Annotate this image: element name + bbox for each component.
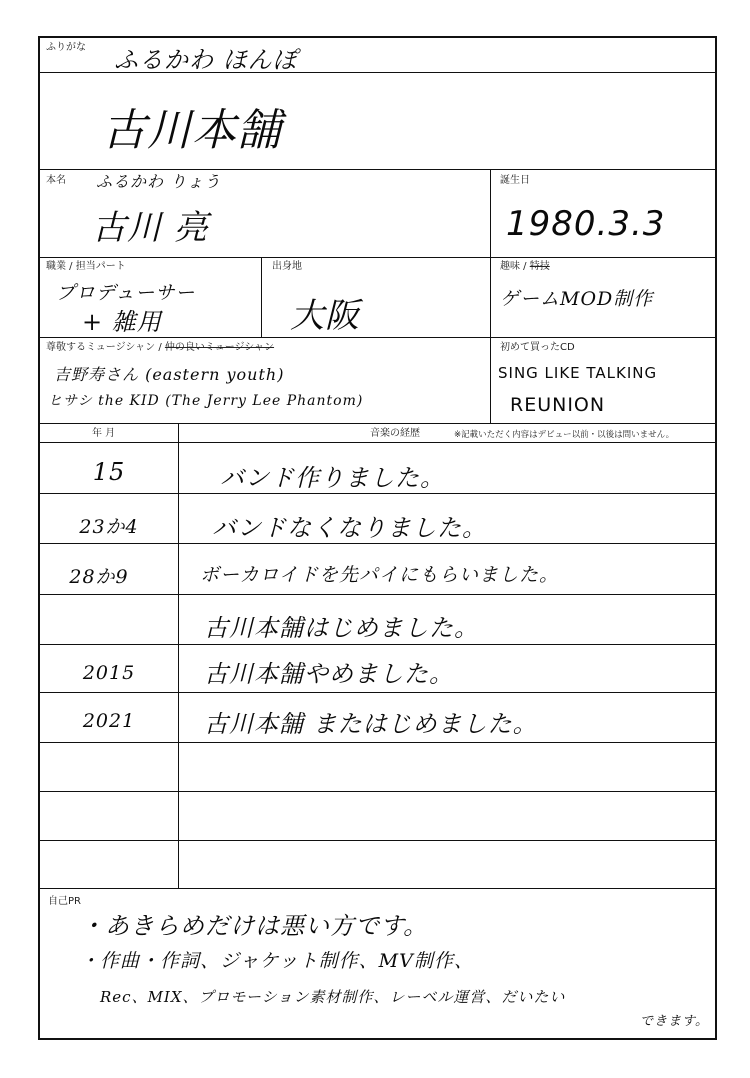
profile-form-sheet bbox=[38, 36, 717, 1040]
first-cd-line2: REUNION bbox=[510, 394, 606, 416]
hobby-label-main: 趣味 / bbox=[500, 261, 530, 272]
divider bbox=[490, 257, 491, 337]
hobby-label-struck: 特技 bbox=[529, 261, 550, 272]
occupation-value-line1: プロデューサー bbox=[56, 282, 196, 304]
self-pr-line2: ・作曲・作詞、ジャケット制作、MV制作、 bbox=[80, 950, 474, 972]
divider bbox=[40, 493, 715, 494]
history-note: ※記載いただく内容はデビュー以前・以後は問いません。 bbox=[454, 430, 675, 440]
divider bbox=[490, 337, 491, 423]
history-year: 2021 bbox=[82, 710, 136, 732]
real-name-label: 本名 bbox=[46, 175, 66, 186]
self-pr-line4: できます。 bbox=[640, 1014, 709, 1029]
history-entry: 古川本舗 またはじめました。 bbox=[204, 710, 538, 738]
birthday-label: 誕生日 bbox=[500, 175, 530, 186]
history-label: 音楽の経歴 bbox=[370, 428, 420, 439]
history-entry: バンド作りました。 bbox=[220, 464, 445, 492]
first-cd-line1: SING LIKE TALKING bbox=[498, 364, 658, 382]
divider bbox=[40, 543, 715, 544]
hometown-value: 大阪 bbox=[290, 296, 360, 336]
history-year: 28か9 bbox=[69, 566, 129, 588]
first-cd-label: 初めて買ったCD bbox=[500, 342, 575, 353]
respected-label-struck: 仲の良いミュージシャン bbox=[164, 342, 275, 353]
divider bbox=[40, 644, 715, 645]
respected-musician-line1: 吉野寿さん (eastern youth) bbox=[54, 365, 285, 384]
respected-musician-line2: ヒサシ the KID (The Jerry Lee Phantom) bbox=[48, 393, 364, 409]
divider bbox=[40, 840, 715, 841]
divider bbox=[40, 337, 715, 338]
divider bbox=[40, 594, 715, 595]
divider bbox=[40, 888, 715, 889]
furigana-label: ふりがな bbox=[46, 42, 86, 53]
history-year: 2015 bbox=[82, 662, 136, 684]
real-name-value: 古川 亮 bbox=[92, 208, 209, 248]
history-entry: 古川本舗はじめました。 bbox=[204, 614, 479, 642]
divider bbox=[40, 742, 715, 743]
hobby-value: ゲームMOD制作 bbox=[500, 288, 654, 310]
occupation-label: 職業 / 担当パート bbox=[46, 261, 126, 272]
divider bbox=[261, 257, 262, 337]
divider bbox=[40, 423, 715, 424]
birthday-value: 1980.3.3 bbox=[506, 204, 666, 244]
history-entry: 古川本舗やめました。 bbox=[204, 660, 454, 688]
history-year: 15 bbox=[92, 458, 126, 486]
real-name-reading: ふるかわ りょう bbox=[96, 172, 222, 191]
self-pr-line1: ・あきらめだけは悪い方です。 bbox=[80, 912, 429, 940]
self-pr-label: 自己PR bbox=[48, 896, 81, 907]
history-year: 23か4 bbox=[79, 516, 139, 538]
divider bbox=[40, 442, 715, 443]
divider bbox=[40, 692, 715, 693]
divider bbox=[40, 791, 715, 792]
respected-label-main: 尊敬するミュージシャン / bbox=[46, 342, 165, 353]
self-pr-line3: Rec、MIX、プロモーション素材制作、レーベル運営、だいたい bbox=[100, 988, 566, 1006]
history-entry: バンドなくなりました。 bbox=[212, 514, 487, 542]
history-entry: ボーカロイドを先パイにもらいました。 bbox=[200, 564, 560, 586]
hobby-label bbox=[500, 261, 550, 273]
respected-musician-label bbox=[46, 342, 274, 354]
divider bbox=[40, 257, 715, 258]
artist-name: 古川本舗 bbox=[102, 105, 282, 156]
furigana-value: ふるかわ ほんぽ bbox=[114, 46, 298, 74]
divider bbox=[178, 423, 179, 888]
occupation-value-line2: + 雑用 bbox=[82, 308, 162, 336]
divider bbox=[490, 169, 491, 257]
hometown-label: 出身地 bbox=[272, 261, 302, 272]
history-year-label: 年 月 bbox=[92, 428, 116, 439]
